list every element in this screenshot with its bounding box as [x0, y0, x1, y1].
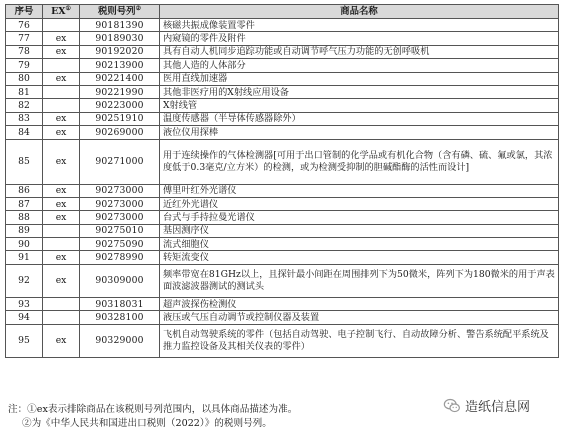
row-name: 频率带宽在81GHz以上，且探针最小间距在周围排列下为50微米，阵列下为180微米的用于声表面波滤波器测试的测试头	[160, 264, 559, 297]
row-ex: ex	[43, 197, 80, 210]
row-name: 台式与手持拉曼光谱仪	[160, 211, 559, 224]
table-row	[6, 211, 559, 224]
row-index: 93	[6, 297, 43, 310]
row-name: 具有自动人机同步追踪功能或自动调节呼气压力功能的无创呼吸机	[160, 45, 559, 58]
row-name: 用于连续操作的气体检测器[可用于出口管制的化学品或有机化合物（含有磷、硫、氟或氯，其浓度低于0.3毫克/立方米）的检测，或为检测受抑制的胆碱酯酶的活性而设计]	[160, 139, 559, 184]
row-name: 医用直线加速器	[160, 72, 559, 85]
row-code: 90328100	[80, 311, 160, 324]
row-index: 87	[6, 197, 43, 210]
row-name: 超声波探伤检测仪	[160, 297, 559, 310]
wechat-icon	[443, 397, 461, 415]
row-name: 其他人造的人体部分	[160, 59, 559, 72]
row-name: 傅里叶红外光谱仪	[160, 184, 559, 197]
footnote-1: 注：①ex表示排除商品在该税则号列范围内，以具体商品描述为准。	[8, 404, 298, 415]
row-code: 90273000	[80, 184, 160, 197]
table-row	[6, 324, 559, 357]
row-code: 90273000	[80, 211, 160, 224]
header-name: 商品名称	[160, 5, 559, 19]
row-index: 82	[6, 99, 43, 112]
row-index: 94	[6, 311, 43, 324]
row-name: 液压或气压自动调节或控制仪器及装置	[160, 311, 559, 324]
row-code: 90251910	[80, 112, 160, 125]
table-row	[6, 126, 559, 139]
row-index: 84	[6, 126, 43, 139]
watermark	[443, 396, 530, 415]
table-row	[6, 45, 559, 58]
footnote-2: ②为《中华人民共和国进出口税则（2022）》的税则号列。	[22, 418, 272, 429]
table-row	[6, 197, 559, 210]
row-code: 90221400	[80, 72, 160, 85]
tariff-table-container	[5, 4, 558, 358]
row-index: 88	[6, 211, 43, 224]
row-code: 90275010	[80, 224, 160, 237]
row-ex: ex	[43, 45, 80, 58]
table-row	[6, 184, 559, 197]
row-index: 83	[6, 112, 43, 125]
row-code: 90318031	[80, 297, 160, 310]
row-index: 79	[6, 59, 43, 72]
row-code: 90275090	[80, 238, 160, 251]
header-ex	[43, 5, 80, 19]
table-row	[6, 238, 559, 251]
row-ex: ex	[43, 184, 80, 197]
row-ex: ex	[43, 112, 80, 125]
row-name: 核磁共振成像装置零件	[160, 19, 559, 32]
table-row	[6, 85, 559, 98]
table-row	[6, 264, 559, 297]
table-row	[6, 139, 559, 184]
row-ex	[43, 238, 80, 251]
row-index: 89	[6, 224, 43, 237]
row-name: 其他非医疗用的X射线应用设备	[160, 85, 559, 98]
row-ex: ex	[43, 211, 80, 224]
row-ex	[43, 224, 80, 237]
table-row	[6, 19, 559, 32]
row-name: 温度传感器（半导体传感器除外）	[160, 112, 559, 125]
table-row	[6, 297, 559, 310]
row-name: 飞机自动驾驶系统的零件（包括自动驾驶、电子控制飞行、自动故障分析、警告系统配平系统及推力监控设备及其相关仪表的零件）	[160, 324, 559, 357]
header-ex-footnote-mark: ①	[65, 5, 71, 12]
row-ex: ex	[43, 251, 80, 264]
row-ex	[43, 311, 80, 324]
row-name: 基因测序仪	[160, 224, 559, 237]
row-ex: ex	[43, 126, 80, 139]
row-ex: ex	[43, 72, 80, 85]
row-ex	[43, 59, 80, 72]
row-index: 85	[6, 139, 43, 184]
row-ex	[43, 19, 80, 32]
header-ex-label: EX	[51, 6, 66, 17]
header-code	[80, 5, 160, 19]
row-ex	[43, 99, 80, 112]
table-row	[6, 251, 559, 264]
row-code: 90309000	[80, 264, 160, 297]
table-row	[6, 72, 559, 85]
watermark-text: 造纸信息网	[465, 400, 531, 415]
table-row	[6, 224, 559, 237]
row-index: 80	[6, 72, 43, 85]
row-index: 78	[6, 45, 43, 58]
table-row	[6, 311, 559, 324]
row-index: 76	[6, 19, 43, 32]
table-row	[6, 112, 559, 125]
row-index: 92	[6, 264, 43, 297]
header-code-label: 税则号列	[98, 6, 136, 17]
header-index: 序号	[6, 5, 43, 19]
footnotes	[8, 403, 428, 431]
row-name: 液位仪用探棒	[160, 126, 559, 139]
row-code: 90223000	[80, 99, 160, 112]
row-code: 90278990	[80, 251, 160, 264]
row-index: 81	[6, 85, 43, 98]
row-code: 90181390	[80, 19, 160, 32]
row-index: 86	[6, 184, 43, 197]
row-ex	[43, 297, 80, 310]
row-code: 90192020	[80, 45, 160, 58]
row-ex: ex	[43, 32, 80, 45]
row-code: 90189030	[80, 32, 160, 45]
row-name: 内窥镜的零件及附件	[160, 32, 559, 45]
row-ex: ex	[43, 264, 80, 297]
table-header-row	[6, 5, 559, 19]
row-ex: ex	[43, 139, 80, 184]
row-index: 90	[6, 238, 43, 251]
row-code: 90271000	[80, 139, 160, 184]
tariff-table	[5, 4, 559, 358]
row-ex: ex	[43, 324, 80, 357]
table-row	[6, 99, 559, 112]
row-index: 95	[6, 324, 43, 357]
table-row	[6, 59, 559, 72]
row-index: 77	[6, 32, 43, 45]
row-name: X射线管	[160, 99, 559, 112]
row-code: 90329000	[80, 324, 160, 357]
row-name: 近红外光谱仪	[160, 197, 559, 210]
row-ex	[43, 85, 80, 98]
header-code-footnote-mark: ②	[135, 5, 141, 12]
row-code: 90221990	[80, 85, 160, 98]
row-name: 流式细胞仪	[160, 238, 559, 251]
row-name: 转矩流变仪	[160, 251, 559, 264]
row-code: 90269000	[80, 126, 160, 139]
row-index: 91	[6, 251, 43, 264]
table-row	[6, 32, 559, 45]
row-code: 90273000	[80, 197, 160, 210]
row-code: 90213900	[80, 59, 160, 72]
